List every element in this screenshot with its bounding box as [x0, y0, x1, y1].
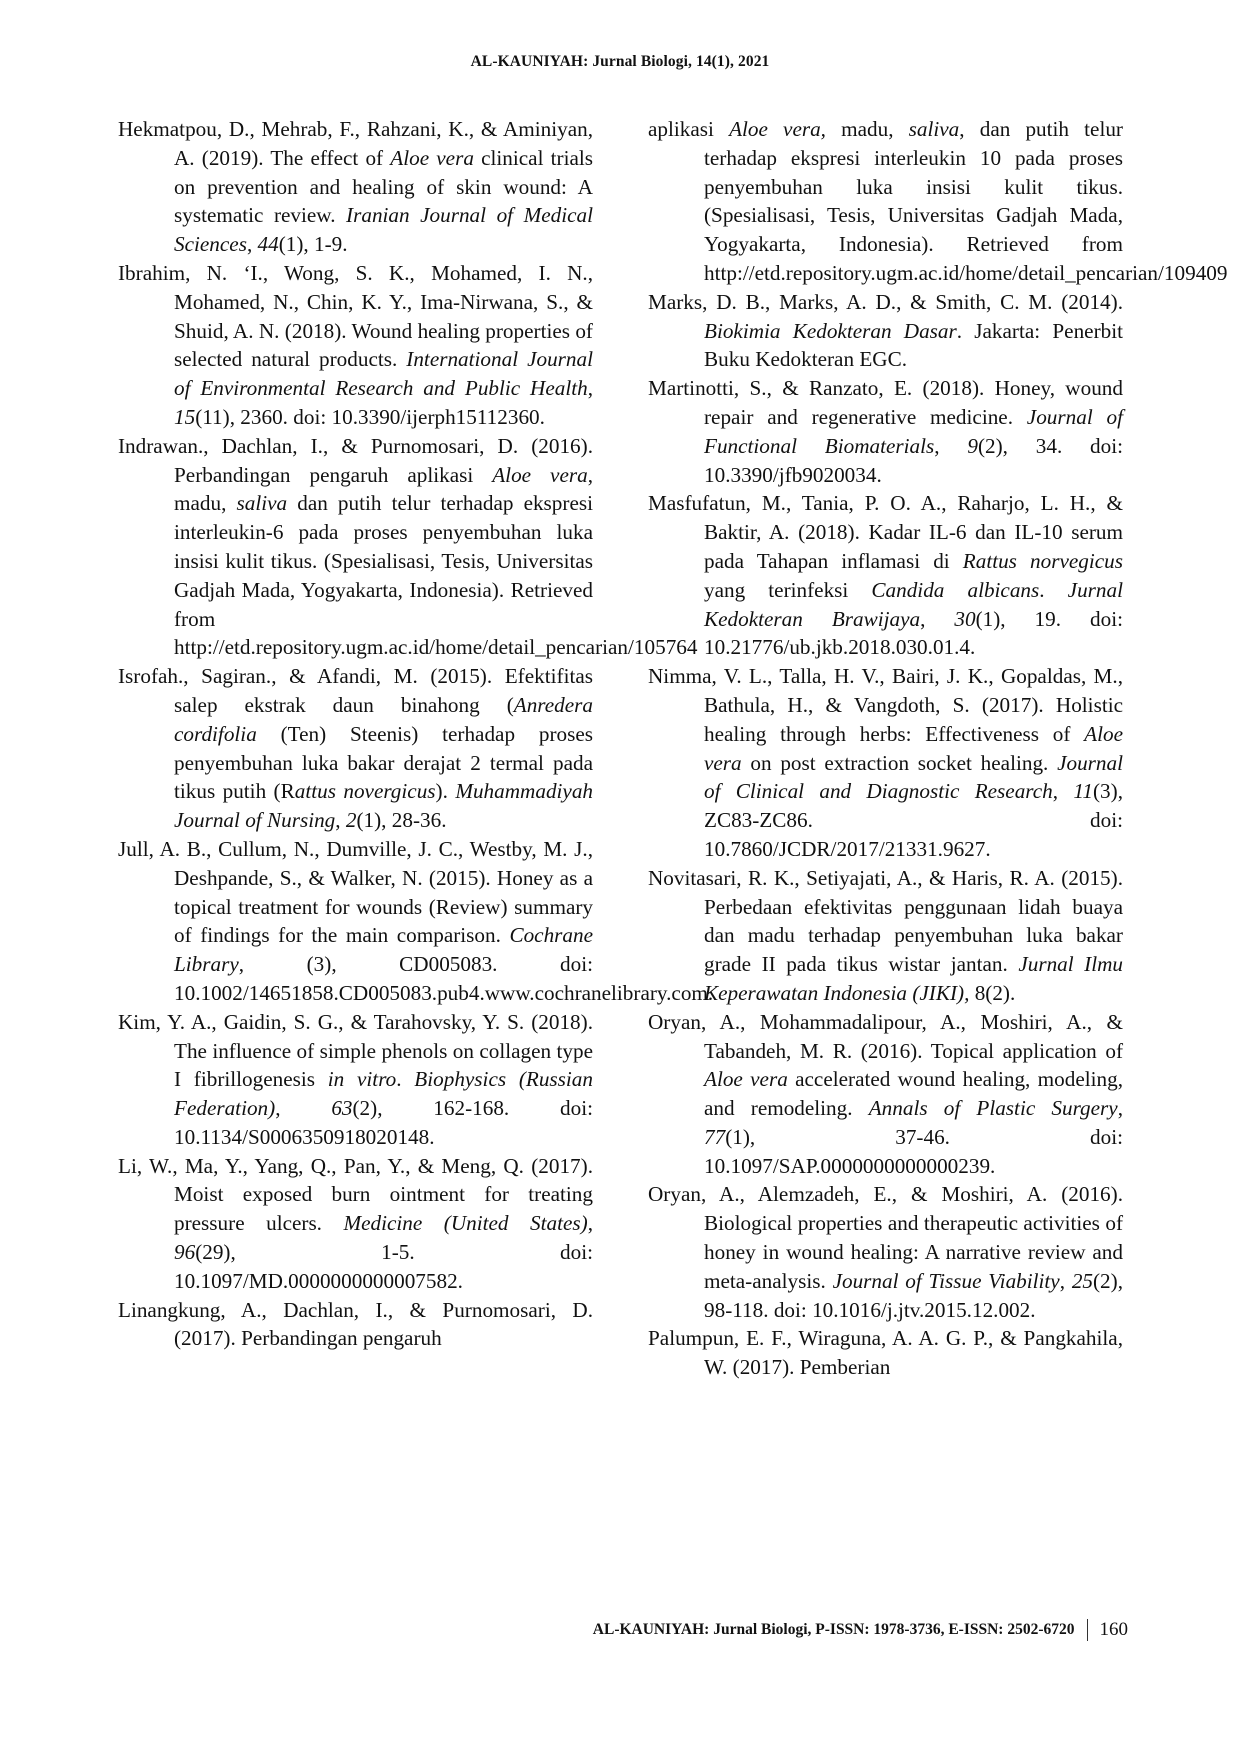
reference-text-segment: Jull, A. B., Cullum, N., Dumville, J. C., Westby, M. J., Deshpande, S., & Walker, N. (2015). Honey as a topical treatment for wounds (Review) summary of findings for the main comparison. — [118, 836, 593, 948]
reference-text-segment: on post extraction socket healing. — [741, 750, 1058, 775]
reference-text-segment: accelerated wound healing, modeling, and remodeling. — [704, 1067, 1123, 1121]
reference-text-segment: Nimma, V. L., Talla, H. V., Bairi, J. K., Gopaldas, M., Bathula, H., & Vangdoth, S. (2017). Holistic healing through herbs: Effectiveness of — [648, 664, 1123, 746]
reference-text-segment: , (3), CD005083. doi: 10.1002/14651858.CD005083.pub4.www.cochranelibrary.com. — [174, 952, 714, 1005]
reference-entry — [118, 259, 593, 432]
reference-italic-segment: 77 — [704, 1124, 726, 1149]
reference-text-segment: (29), 1-5. doi: 10.1097/MD.0000000000007582. — [174, 1240, 593, 1293]
reference-italic-segment: 44 — [257, 232, 279, 257]
reference-italic-segment: attus novergicus — [294, 779, 436, 804]
reference-italic-segment: Biophysics (Russian Federation) — [174, 1067, 593, 1121]
reference-text-segment: Marks, D. B., Marks, A. D., & Smith, C. M. (2014). — [648, 289, 1123, 314]
reference-text-segment: . Jakarta: Penerbit Buku Kedokteran EGC. — [704, 318, 1123, 372]
reference-italic-segment: Muhammadiyah Journal of Nursing — [174, 779, 594, 833]
references-column-left — [118, 115, 714, 1353]
reference-text-segment: Ibrahim, N. ‘I., Wong, S. K., Mohamed, I. N., Mohamed, N., Chin, K. Y., Ima-Nirwana, S., & Shuid, A. N. (2018). Wound healing properties of selected natural products. — [118, 260, 593, 372]
reference-italic-segment: Aloe vera — [704, 721, 1123, 775]
reference-italic-segment: Iranian Journal of Medical Sciences — [174, 203, 593, 257]
reference-text-segment: Li, W., Ma, Y., Yang, Q., Pan, Y., & Meng, Q. (2017). Moist exposed burn ointment for treating pressure ulcers. — [118, 1153, 593, 1236]
reference-text-segment: Isrofah., Sagiran., & Afandi, M. (2015). Efektifitas salep ekstrak daun binahong ( — [118, 664, 593, 717]
reference-entry — [118, 1008, 593, 1152]
reference-entry — [118, 432, 698, 662]
reference-italic-segment: Aloe vera — [704, 1067, 788, 1092]
reference-entry — [648, 864, 1123, 1008]
footer-journal-issn: AL-KAUNIYAH: Jurnal Biologi, P-ISSN: 1978-3736, E-ISSN: 2502-6720 — [592, 1621, 1075, 1638]
reference-text-segment: , — [1117, 1096, 1123, 1121]
reference-italic-segment: saliva — [236, 491, 288, 516]
page-footer — [593, 1619, 1128, 1641]
reference-text-segment: (2), 34. doi: 10.3390/jfb9020034. — [704, 433, 1124, 487]
reference-text-segment: , — [587, 1211, 593, 1236]
reference-italic-segment: 2 — [345, 808, 357, 833]
page-number: 160 — [1099, 1619, 1128, 1640]
reference-entry — [118, 1152, 593, 1296]
reference-italic-segment: Medicine (United States) — [343, 1211, 588, 1236]
reference-text-segment: clinical trials on prevention and healing of skin wound: A systematic review. — [174, 145, 593, 228]
reference-text-segment: , — [1059, 1268, 1072, 1293]
reference-text-segment: (11), 2360. doi: 10.3390/ijerph15112360. — [195, 404, 545, 429]
reference-entry — [648, 1008, 1123, 1181]
reference-entry — [648, 1324, 1123, 1382]
reference-italic-segment: Candida albicans — [871, 577, 1040, 602]
reference-italic-segment: 63 — [331, 1096, 353, 1121]
reference-text-segment: (3), ZC83-ZC86. doi: 10.7860/JCDR/2017/21331.9627. — [704, 779, 1124, 861]
reference-text-segment: madu, — [825, 117, 909, 141]
reference-entry — [118, 835, 714, 1008]
reference-italic-segment: saliva — [908, 117, 960, 141]
reference-text-segment: . — [396, 1067, 415, 1092]
reference-italic-segment: 15 — [174, 404, 196, 429]
reference-text-segment: , dan putih telur terhadap ekspresi interleukin 10 pada proses penyembuhan luka insisi kulit tikus. (Spesialisasi, Tesis, Universitas Gadjah Mada, Yogyakarta, Indonesia). Retrieved from http://etd.repository.ugm.ac.id/home/detail_pencarian/109409 — [704, 117, 1228, 285]
reference-text-segment: yang terinfeksi — [704, 577, 872, 602]
reference-italic-segment: 30 — [954, 606, 976, 631]
reference-text-segment: Masfufatun, M., Tania, P. O. A., Raharjo, L. H., & Baktir, A. (2018). Kadar IL-6 dan IL-10 serum pada Tahapan inflamasi di — [648, 491, 1123, 573]
reference-italic-segment: Aloe vera, — [729, 117, 826, 141]
reference-text-segment: (2), 98-118. doi: 10.1016/j.jtv.2015.12.002. — [704, 1268, 1124, 1322]
reference-text-segment: Kim, Y. A., Gaidin, S. G., & Tarahovsky, Y. S. (2018). The influence of simple phenols on collagen type I fibrillogenesis — [118, 1009, 593, 1092]
reference-text-segment: , — [335, 808, 346, 833]
reference-text-segment: 8(2). — [969, 980, 1016, 1005]
reference-text-segment: Hekmatpou, D., Mehrab, F., Rahzani, K., & Aminiyan, A. (2019). The effect of — [118, 117, 593, 170]
reference-text-segment: , — [246, 232, 258, 257]
reference-italic-segment: Journal of Clinical and Diagnostic Research — [704, 750, 1123, 804]
reference-text-segment: ). — [435, 779, 456, 804]
reference-text-segment: (1), 19. doi: 10.21776/ub.jkb.2018.030.01.4. — [704, 606, 1123, 660]
reference-italic-segment: Anredera cordifolia — [174, 692, 593, 746]
reference-italic-segment: Journal of Functional Biomaterials — [704, 404, 1123, 458]
reference-text-segment: (2), 162-168. doi: 10.1134/S0006350918020148. — [174, 1096, 593, 1149]
reference-italic-segment: 9 — [967, 433, 978, 458]
references-column-right — [648, 115, 1228, 1382]
reference-text-segment: aplikasi — [648, 117, 730, 141]
reference-italic-segment: 11 — [1073, 779, 1093, 804]
reference-entry — [648, 288, 1123, 374]
reference-text-segment: Indrawan., Dachlan, I., & Purnomosari, D. (2016). Perbandingan pengaruh aplikasi — [118, 433, 593, 487]
running-header: AL-KAUNIYAH: Jurnal Biologi, 14(1), 2021 — [470, 53, 770, 70]
reference-text-segment: , — [1052, 779, 1074, 804]
reference-entry — [118, 1296, 593, 1354]
reference-text-segment: . — [1039, 577, 1068, 602]
reference-italic-segment: Aloe vera — [492, 462, 588, 487]
reference-text-segment: Martinotti, S., & Ranzato, E. (2018). Honey, wound repair and regenerative medicine. — [648, 376, 1123, 429]
reference-italic-segment: Journal of Tissue Viability — [832, 1268, 1060, 1293]
reference-entry — [648, 115, 1228, 288]
reference-text-segment: Oryan, A., Mohammadalipour, A., Moshiri, A., & Tabandeh, M. R. (2016). Topical application of — [648, 1009, 1123, 1063]
reference-text-segment: , madu, — [174, 462, 594, 516]
reference-entry — [648, 662, 1123, 864]
reference-entry — [118, 662, 593, 835]
reference-text-segment: Oryan, A., Alemzadeh, E., & Moshiri, A. (2016). Biological properties and therapeutic activities of honey in wound healing: A narrative review and meta-analysis. — [648, 1182, 1123, 1293]
reference-text-segment: (Ten) Steenis) terhadap proses penyembuhan luka bakar derajat 2 termal pada tikus putih (R — [174, 721, 593, 804]
reference-text-segment: , — [587, 376, 593, 401]
reference-text-segment: , — [275, 1096, 332, 1121]
reference-italic-segment: Cochrane Library — [174, 923, 593, 977]
reference-italic-segment: in vitro — [327, 1067, 397, 1092]
reference-text-segment: Novitasari, R. K., Setiyajati, A., & Haris, R. A. (2015). Perbedaan efektivitas penggunaan lidah buaya dan madu terhadap penyembuhan luka bakar grade II pada tikus wistar jantan. — [648, 865, 1123, 977]
reference-entry — [648, 1180, 1123, 1324]
reference-entry — [648, 489, 1123, 662]
footer-divider — [1087, 1619, 1088, 1641]
reference-italic-segment: Jurnal Kedokteran Brawijaya — [704, 577, 1123, 631]
reference-italic-segment: Annals of Plastic Surgery — [868, 1096, 1118, 1121]
reference-entry — [648, 374, 1123, 489]
reference-italic-segment: International Journal of Environmental Research and Public Health — [174, 347, 593, 401]
reference-italic-segment: Aloe vera — [390, 145, 474, 170]
reference-text-segment: Palumpun, E. F., Wiraguna, A. A. G. P., & Pangkahila, W. (2017). Pemberian — [648, 1326, 1123, 1380]
reference-italic-segment: 96 — [174, 1240, 196, 1265]
reference-italic-segment: Biokimia Kedokteran Dasar — [704, 318, 957, 343]
reference-text-segment: (1), 28-36. — [356, 808, 447, 833]
reference-italic-segment: 25 — [1071, 1268, 1093, 1293]
reference-italic-segment: Jurnal Ilmu Keperawatan Indonesia (JIKI), — [704, 952, 1124, 1005]
reference-text-segment: (1), 37-46. doi: 10.1097/SAP.0000000000000239. — [704, 1124, 1123, 1178]
reference-text-segment: , — [920, 606, 955, 631]
reference-italic-segment: Rattus norvegicus — [962, 548, 1123, 573]
reference-text-segment: Linangkung, A., Dachlan, I., & Purnomosari, D. (2017). Perbandingan pengaruh — [118, 1297, 593, 1351]
reference-entry — [118, 115, 593, 259]
reference-text-segment: , — [934, 433, 968, 458]
reference-text-segment: (1), 1-9. — [278, 232, 348, 257]
reference-text-segment: dan putih telur terhadap ekspresi interleukin-6 pada proses penyembuhan luka insisi kulit tikus. (Spesialisasi, Tesis, Universitas Gadjah Mada, Yogyakarta, Indonesia). Retrieved from http://etd.repository.ugm.ac.id/home/detail_pencarian/105764 — [174, 491, 698, 660]
